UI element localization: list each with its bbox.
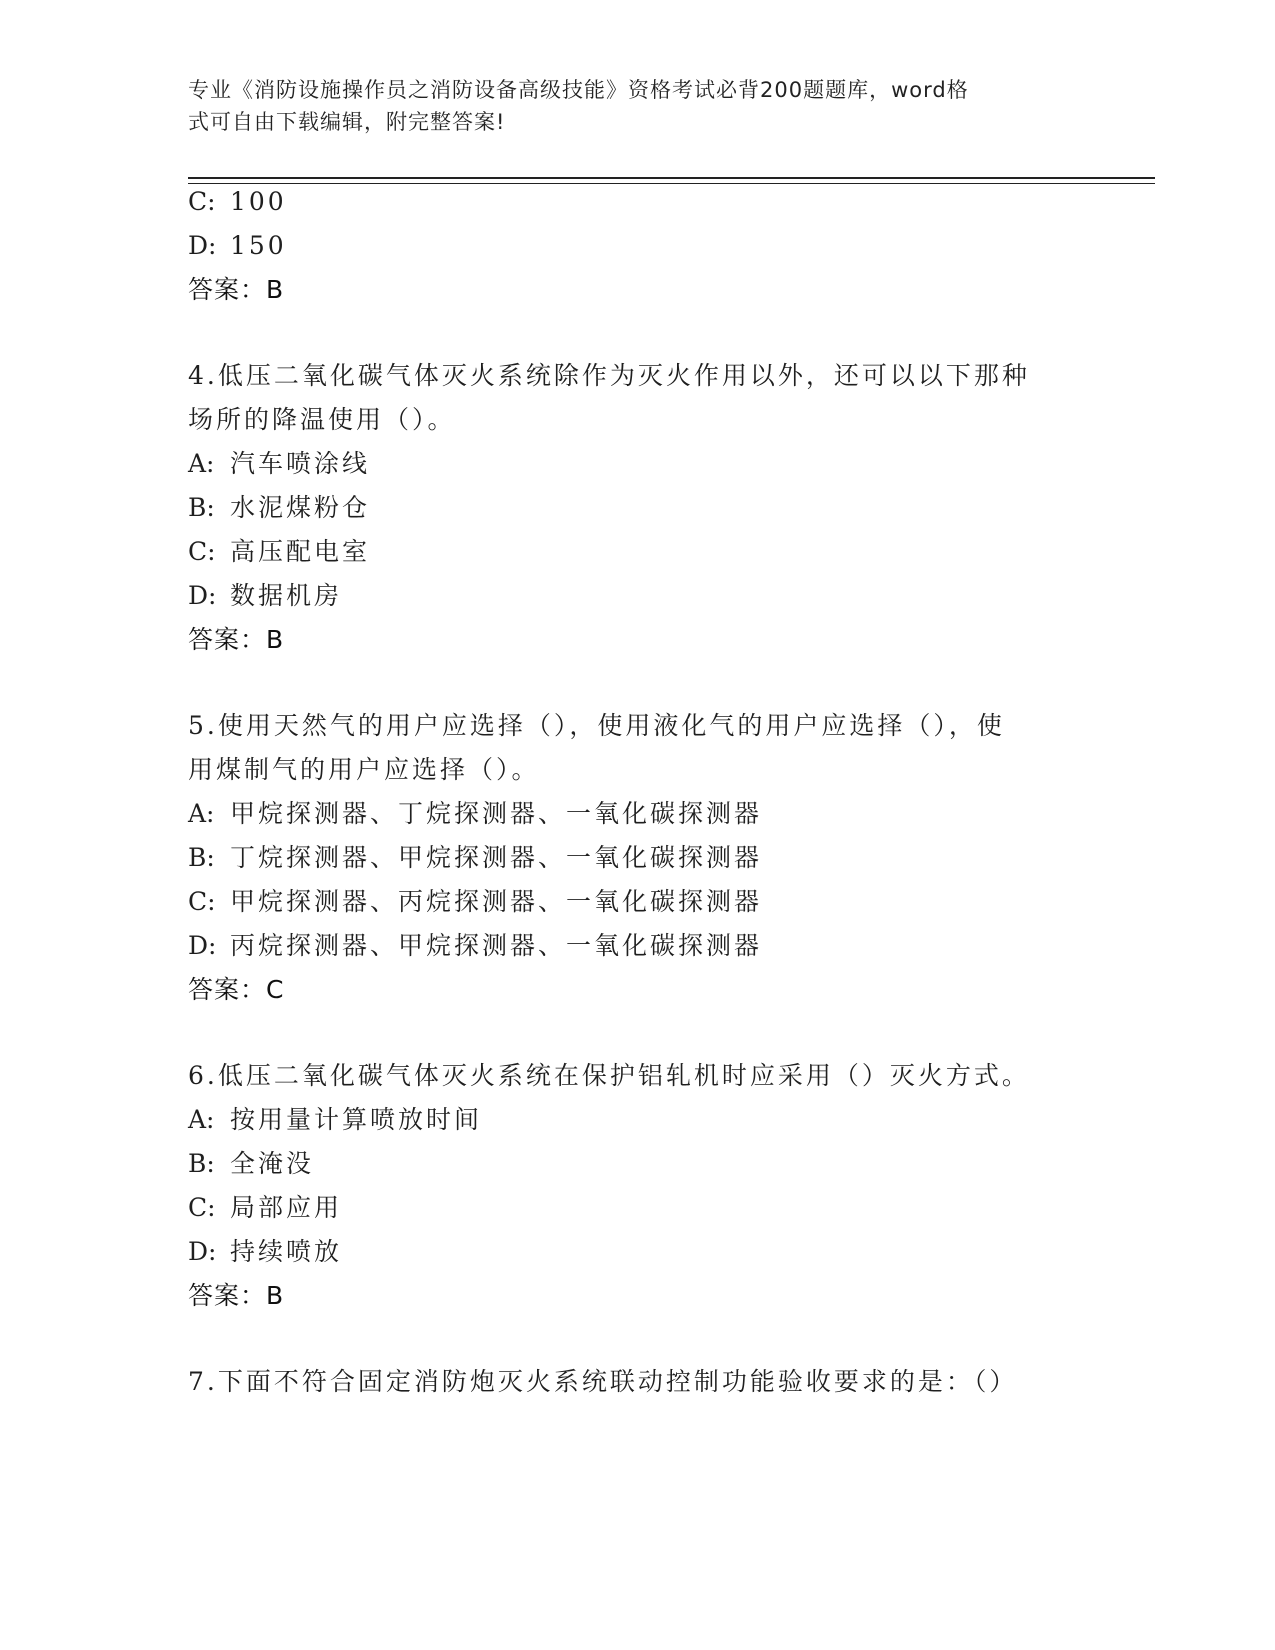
option-text: 水泥煤粉仓 — [230, 493, 371, 522]
option-letter: A: — [188, 799, 215, 828]
q6-option-c — [188, 1191, 342, 1225]
option-letter: B: — [188, 1149, 215, 1178]
option-text: 150 — [230, 231, 287, 260]
q5-option-a — [188, 797, 762, 831]
q5-option-b — [188, 841, 762, 875]
option-text: 丁烷探测器、甲烷探测器、一氧化碳探测器 — [230, 843, 763, 872]
q4-option-a — [188, 447, 370, 481]
option-text: 100 — [230, 187, 287, 216]
option-letter: A: — [188, 449, 215, 478]
option-letter: D: — [188, 1237, 217, 1266]
option-letter: B: — [188, 843, 215, 872]
option-letter: D: — [188, 581, 217, 610]
q6-stem-line-1: 6.低压二氧化碳气体灭火系统在保护铝轧机时应采用（）灭火方式。 — [188, 1061, 1030, 1090]
option-text: 持续喷放 — [230, 1237, 343, 1266]
option-letter: C: — [188, 187, 216, 216]
option-text: 甲烷探测器、丙烷探测器、一氧化碳探测器 — [230, 887, 763, 916]
option-text: 数据机房 — [230, 581, 343, 610]
q5-option-c — [188, 885, 762, 919]
option-text: 局部应用 — [230, 1193, 343, 1222]
option-letter: B: — [188, 493, 215, 522]
q4-option-c — [188, 535, 370, 569]
q6-answer: 答案：B — [188, 1281, 285, 1310]
q6-option-d — [188, 1235, 342, 1269]
q4-stem-line-2: 场所的降温使用（）。 — [188, 405, 456, 434]
option-letter: D: — [188, 931, 217, 960]
q6-option-b — [188, 1147, 314, 1181]
option-letter: C: — [188, 537, 216, 566]
option-text: 高压配电室 — [230, 537, 371, 566]
option-letter: D: — [188, 231, 217, 260]
q5-stem-line-2: 用煤制气的用户应选择（）。 — [188, 755, 540, 784]
header-line-2: 式可自由下载编辑，附完整答案! — [188, 110, 506, 134]
option-letter: A: — [188, 1105, 215, 1134]
option-text: 按用量计算喷放时间 — [230, 1105, 483, 1134]
q4-option-b — [188, 491, 370, 525]
q7-stem-line-1: 7.下面不符合固定消防炮灭火系统联动控制功能验收要求的是：（） — [188, 1367, 1018, 1396]
q4-stem-line-1: 4.低压二氧化碳气体灭火系统除作为灭火作用以外，还可以以下那种 — [188, 361, 1030, 390]
q4-option-d — [188, 579, 342, 613]
q5-option-d — [188, 929, 762, 963]
q4-answer: 答案：B — [188, 625, 285, 654]
q3-answer: 答案：B — [188, 275, 285, 304]
option-text: 全淹没 — [230, 1149, 315, 1178]
header-rule-thick — [188, 177, 1155, 179]
document-header — [188, 74, 1068, 138]
option-letter: C: — [188, 1193, 216, 1222]
q3-option-c — [188, 185, 287, 219]
option-text: 甲烷探测器、丁烷探测器、一氧化碳探测器 — [230, 799, 763, 828]
option-letter: C: — [188, 887, 216, 916]
q5-stem-line-1: 5.使用天然气的用户应选择（），使用液化气的用户应选择（），使 — [188, 711, 1005, 740]
q3-option-d — [188, 229, 287, 263]
header-rule-thin — [188, 183, 1155, 184]
option-text: 汽车喷涂线 — [230, 449, 371, 478]
option-text: 丙烷探测器、甲烷探测器、一氧化碳探测器 — [230, 931, 763, 960]
q6-option-a — [188, 1103, 482, 1137]
q5-answer: 答案：C — [188, 975, 285, 1004]
header-line-1: 专业《消防设施操作员之消防设备高级技能》资格考试必背200题题库，word格 — [188, 78, 969, 102]
